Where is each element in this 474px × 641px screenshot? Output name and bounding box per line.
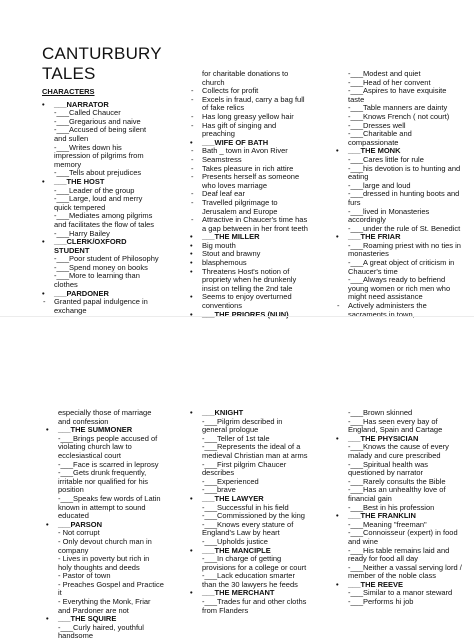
trait-item: -___First pilgrim Chaucer describes: [202, 459, 287, 478]
column-3: [336, 70, 464, 319]
trait-item: -___under the rule of St. Benedict: [348, 223, 461, 233]
trait-item: - Preaches Gospel and Practice it: [58, 579, 164, 598]
trait-item: -___Teller of 1st tale: [202, 433, 270, 443]
trait-item: -___Pilgrim described in general prologue: [202, 416, 283, 435]
character-heading: • ___KNIGHT: [190, 409, 308, 418]
trait-item: especially those of marriage and confession: [58, 408, 152, 426]
trait-item: - Excels in fraud, carry a bag full of fake relics: [190, 96, 308, 113]
trait-item: -___dressed in hunting boots and furs: [348, 189, 460, 207]
trait-item: -___Experienced: [202, 476, 259, 486]
character-heading: • ___THE SQUIRE: [46, 615, 164, 624]
trait-item: -___Best in his profession: [348, 502, 435, 512]
trait-item: -___Performs hi job: [348, 597, 414, 607]
trait-item: -___Commissioned by the king: [202, 511, 305, 521]
trait-item: -___Charitable and compassionate: [348, 129, 412, 147]
trait-item: -___More to learning than clothes: [54, 271, 140, 290]
trait-item: -___Brown skinned: [348, 408, 413, 417]
trait-item: -___Has seen every bay of England, Spain and Cartage: [348, 416, 443, 435]
trait-item: -___Similar to a manor steward: [348, 588, 453, 598]
trait-item: - Everything the Monk, Friar and Pardoner are not: [58, 597, 151, 615]
trait-item: - Granted papal indulgence in exchange: [42, 298, 160, 315]
trait-item: -___Knows French ( not court): [348, 111, 450, 121]
trait-item: - Seamstress: [190, 156, 308, 165]
trait-item: - Presents herself as someone who loves marriage: [190, 173, 308, 190]
trait-item: -___Trades fur and other cloths from Flanders: [202, 597, 307, 615]
trait-item: - Pastor of town: [58, 571, 111, 581]
character-heading: • ___CLERK/OXFORD STUDENT: [42, 238, 160, 255]
character-heading: • ___NARRATOR: [42, 101, 160, 110]
trait-item: -___Spiritual health was questioned by narrator: [348, 459, 429, 478]
trait-item: • Threatens Host's notion of propriety when he drunkenly insist on telling the 2nd tale: [190, 268, 308, 294]
trait-item: • Stout and brawny: [190, 250, 308, 259]
trait-item: -___Writes down his impression of pilgrims from memory: [54, 142, 144, 169]
trait-item: • Big mouth: [190, 242, 308, 251]
trait-item: -___Gregarious and naive: [54, 116, 141, 126]
trait-item: -___his devotion is to hunting and eating: [348, 163, 461, 182]
trait-item: - Only devout church man in company: [58, 536, 152, 555]
trait-item: -___Successful in his field: [202, 502, 289, 512]
document-page-2: [0, 316, 474, 641]
trait-item: -___Mediates among pilgrims and facilitates the flow of tales: [54, 211, 155, 229]
character-heading: • ___THE MERCHANT: [190, 589, 308, 598]
trait-item: -___Spend money on books: [54, 262, 148, 272]
character-heading: • ___THE MILLER: [190, 233, 308, 242]
trait-item: - Has long greasy yellow hair: [190, 113, 308, 122]
column-1: [46, 409, 164, 641]
trait-item: -___Lack education smarter than the 30 lawyers he feeds: [202, 571, 298, 589]
character-heading: • ___THE PRIORES (NUN): [190, 311, 308, 320]
trait-item: -___Connoisseur (expert) in food and wine: [348, 528, 458, 546]
character-heading: • ___THE FRANKLIN: [336, 512, 464, 521]
trait-item: -___Dresses well: [348, 120, 406, 130]
character-heading: • ___THE MONK: [336, 147, 464, 156]
trait-item: - Bath _ town in Avon River: [190, 147, 308, 156]
character-heading: • ___PARDONER: [42, 290, 160, 299]
document-title: CANTURBURY TALES: [42, 44, 162, 83]
trait-item: -___brave: [202, 485, 236, 495]
trait-item: for charitable donations to church: [202, 69, 289, 87]
trait-item: -___In charge of getting provisions for a college or court: [202, 554, 307, 572]
trait-item: -___Called Chaucer: [54, 108, 121, 118]
trait-item: -___Represents the ideal of a medieval Christian man at arms: [202, 442, 308, 460]
trait-item: -___Accused of being silent and sullen: [54, 125, 147, 143]
trait-item: • Seems to enjoy overturned conventions: [190, 293, 308, 310]
trait-item: - Has gift of singing and preaching: [190, 122, 308, 139]
trait-item: -___Speaks few words of Latin known in attempt to sound educated: [58, 493, 161, 521]
trait-item: -___Knows every stature of England's Law by heart: [202, 519, 294, 538]
character-heading: • ___THE SUMMONER: [46, 426, 164, 435]
trait-item: -___Aspires to have exquisite taste: [348, 86, 447, 104]
trait-item: -___A great object of criticism in Chaucer's time: [348, 258, 455, 276]
trait-item: - Actively administers the sacraments in town,: [336, 302, 464, 319]
character-heading: • ___THE MANCIPLE: [190, 547, 308, 556]
trait-item: - Travelled pilgrimage to Jerusalem and Europe: [190, 199, 308, 216]
trait-item: -___Table manners are dainty: [348, 103, 448, 113]
trait-item: -___Knows the cause of every malady and cure prescribed: [348, 442, 449, 460]
trait-item: -___Brings people accused of violating church law to ecclesiastical court: [58, 433, 158, 460]
document-page-1: [0, 0, 474, 319]
trait-item: -___His table remains laid and ready for food all day: [348, 545, 450, 564]
trait-item: - Lives in poverty but rich in holy thoughts and deeds: [58, 554, 150, 572]
character-heading: • ___THE LAWYER: [190, 495, 308, 504]
character-heading: • ___PARSON: [46, 521, 164, 530]
column-2: [190, 409, 308, 615]
trait-item: -___Large, loud and merry quick tempered: [54, 194, 143, 212]
trait-item: -___Always ready to befriend young women or rich men who might need assistance: [348, 275, 451, 302]
character-heading: • ___THE HOST: [42, 178, 160, 187]
trait-item: -___Head of her convent: [348, 77, 431, 87]
trait-item: - Collects for profit: [190, 87, 308, 96]
trait-item: -___Roaming priest with no ties in monasteries: [348, 240, 461, 259]
column-1: [42, 88, 160, 315]
character-heading: • ___THE FRIAR: [336, 233, 464, 242]
trait-item: -___Poor student of Philosophy: [54, 254, 159, 264]
trait-item: - Attractive in Chaucer's time has a gap between in her front teeth: [190, 216, 308, 233]
trait-item: -___Gets drunk frequently, irritable nor qualified for his position: [58, 468, 149, 495]
trait-item: -___Face is scarred in leprosy: [58, 459, 159, 469]
character-heading: • ___WIFE OF BATH: [190, 139, 308, 148]
trait-item: -___Neither a vassal serving lord / member of the noble class: [348, 562, 462, 581]
trait-item: -___Tells about prejudices: [54, 168, 142, 178]
section-heading: CHARACTERS: [42, 87, 95, 96]
trait-item: -___Curly haired, youthful handsome: [58, 622, 144, 641]
character-heading: • ___THE PHYSICIAN: [336, 435, 464, 444]
trait-item: -___Upholds justice: [202, 536, 268, 546]
trait-item: -___large and loud: [348, 180, 411, 190]
trait-item: -___lived in Monasteries accordingly: [348, 206, 430, 225]
trait-item: -___Leader of the group: [54, 185, 135, 195]
trait-item: -___Has an unhealthy love of financial gain: [348, 485, 446, 503]
trait-item: -___Harry Bailey: [54, 228, 110, 238]
trait-item: - Deaf leaf ear: [190, 190, 308, 199]
trait-item: - Not corrupt: [58, 528, 100, 538]
trait-item: • blasphemous: [190, 259, 308, 268]
trait-item: -___Modest and quiet: [348, 69, 421, 78]
trait-item: -___Rarely consults the Bible: [348, 476, 446, 486]
trait-item: - Takes pleasure in rich attire: [190, 165, 308, 174]
column-2: [190, 70, 308, 319]
column-3: [336, 409, 464, 607]
character-heading: • ___THE REEVE: [336, 581, 464, 590]
trait-item: -___Meaning "freeman": [348, 519, 427, 529]
trait-item: -___Cares little for rule: [348, 154, 424, 164]
